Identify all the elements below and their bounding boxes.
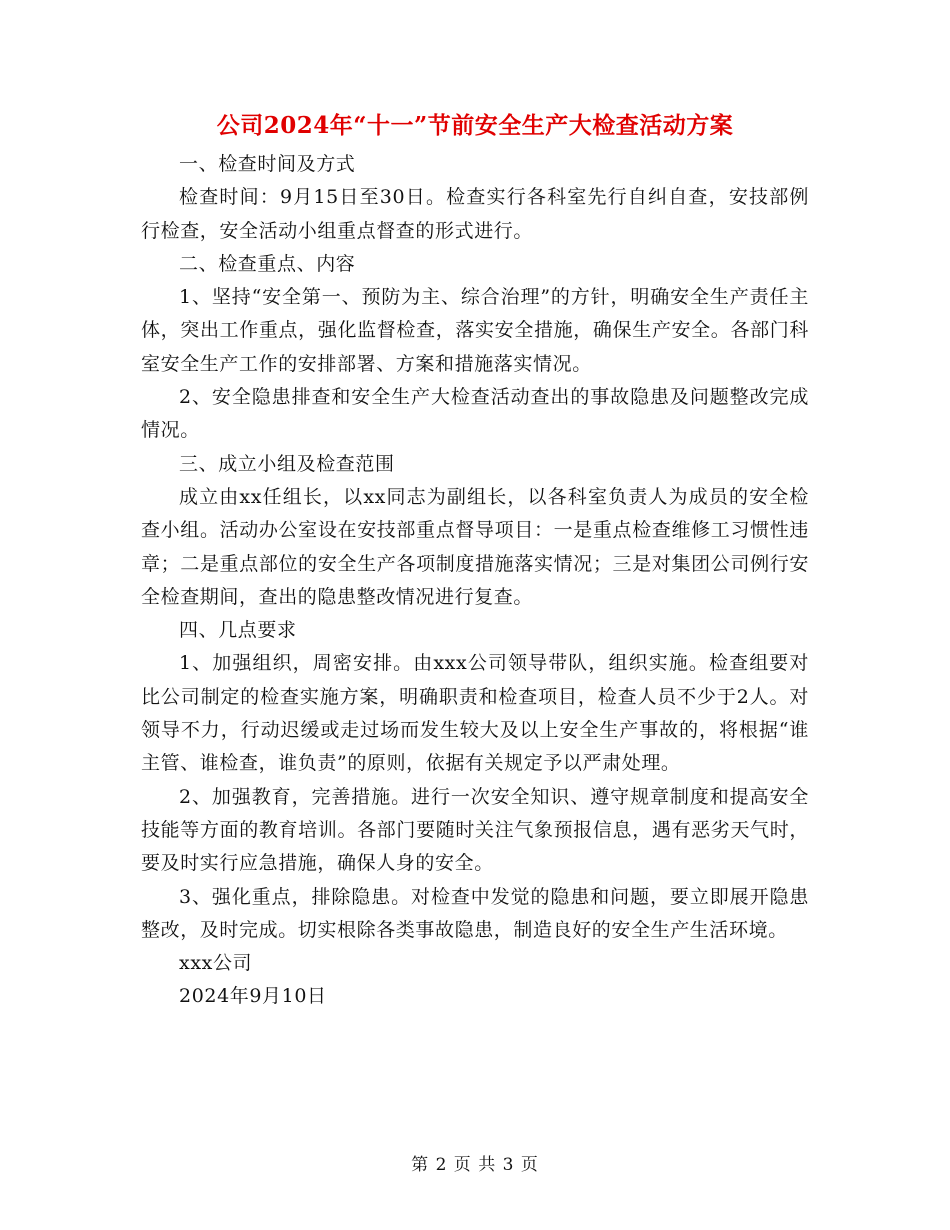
paragraph-team: 成立由xx任组长，以xx同志为副组长，以各科室负责人为成员的安全检查小组。活动办公室设在安技部重点督导项目：一是重点检查维修工习惯性违章；二是重点部位的安全生产各项制度措施落实情况；三是对集团公司例行安全检查期间，查出的隐患整改情况进行复查。 — [141, 485, 809, 608]
paragraph-requirement-3: 3、强化重点，排除隐患。对检查中发觉的隐患和问题，要立即展开隐患整改，及时完成。切实根除各类事故隐患，制造良好的安全生产生活环境。 — [141, 885, 809, 941]
paragraph-focus-1: 1、坚持“安全第一、预防为主、综合治理”的方针，明确安全生产责任主体，突出工作重点，强化监督检查，落实安全措施，确保生产安全。各部门科室安全生产工作的安排部署、方案和措施落实情况。 — [141, 286, 809, 375]
paragraph-time: 检查时间：9月15日至30日。检查实行各科室先行自纠自查，安技部例行检查，安全活动小组重点督查的形式进行。 — [141, 186, 809, 242]
signature-date: 2024年9月10日 — [179, 985, 327, 1008]
paragraph-requirement-2: 2、加强教育，完善措施。进行一次安全知识、遵守规章制度和提高安全技能等方面的教育培训。各部门要随时关注气象预报信息，遇有恶劣天气时，要及时实行应急措施，确保人身的安全。 — [141, 785, 809, 875]
signature-company: xxx公司 — [179, 952, 253, 975]
section-heading-requirements: 四、几点要求 — [179, 619, 297, 642]
document-body — [141, 148, 809, 1014]
page-number: 第 2 页 共 3 页 — [411, 1155, 539, 1175]
document-title: 公司2024年“十一”节前安全生产大检查活动方案 — [216, 112, 734, 139]
section-heading-time: 一、检查时间及方式 — [179, 153, 356, 175]
paragraph-requirement-1: 1、加强组织，周密安排。由xxx公司领导带队，组织实施。检查组要对比公司制定的检查实施方案，明确职责和检查项目，检查人员不少于2人。对领导不力，行动迟缓或走过场而发生较大及以上安全生产事故的，将根据“谁主管、谁检查，谁负责”的原则，依据有关规定予以严肃处理。 — [141, 652, 809, 775]
section-heading-team: 三、成立小组及检查范围 — [179, 452, 395, 475]
paragraph-focus-2: 2、安全隐患排查和安全生产大检查活动查出的事故隐患及问题整改完成情况。 — [141, 386, 809, 442]
section-heading-focus: 二、检查重点、内容 — [179, 252, 356, 275]
